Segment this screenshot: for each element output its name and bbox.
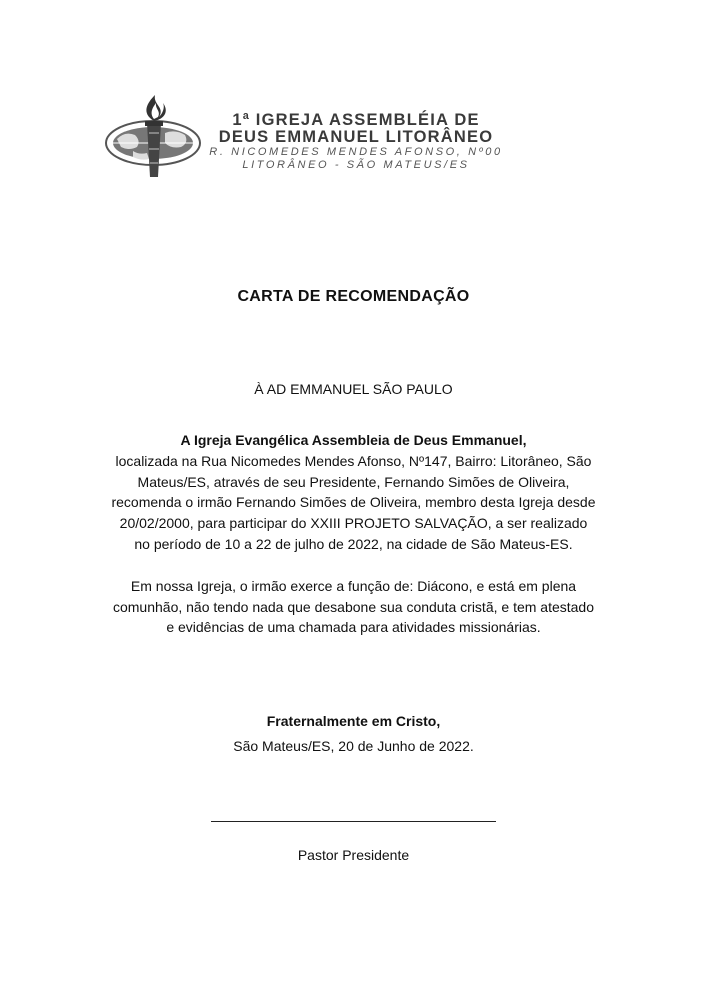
signature-label: Pastor Presidente [297,847,410,863]
recipient-line: À AD EMMANUEL SÃO PAULO [254,381,453,397]
church-address-line-1: R. NICOMEDES MENDES AFONSO, Nº00 [209,146,503,158]
closing-salutation: Fraternalmente em Cristo, [266,713,441,729]
date-line: São Mateus/ES, 20 de Junho de 2022. [233,738,474,754]
document-title: CARTA DE RECOMENDAÇÃO [237,288,470,305]
paragraph-1 [110,430,597,555]
church-name-line-2: DEUS EMMANUEL LITORÂNEO [218,128,494,146]
signature-line [211,821,496,822]
church-name-line-1: 1ª IGREJA ASSEMBLÉIA DE [232,111,480,129]
paragraph-1-lead: A Igreja Evangélica Assembleia de Deus Emmanuel, [180,432,527,448]
letter-body [110,430,597,638]
letterhead [208,112,504,172]
church-address-line-2: LITORÂNEO - SÃO MATEUS/ES [242,159,470,171]
paragraph-1-text: localizada na Rua Nicomedes Mendes Afonso, Nº147, Bairro: Litorâneo, São Mateus/ES, através de seu Presidente, Fernando Simões de Oliveira, recomenda o irmão Fernando Simões de Oliveira, membro desta Igreja desde 20/02/2000, para participar do XXIII PROJETO SALVAÇÃO, a ser realizado no período de 10 a 22 de julho de 2022, na cidade de São Mateus-ES. [111,452,596,552]
paragraph-2: Em nossa Igreja, o irmão exerce a função de: Diácono, e está em plena comunhão, não tendo nada que desabone sua conduta cristã, e tem atestado e evidências de uma chamada para atividades missionárias. [112,577,595,636]
globe-torch-icon [103,93,207,183]
